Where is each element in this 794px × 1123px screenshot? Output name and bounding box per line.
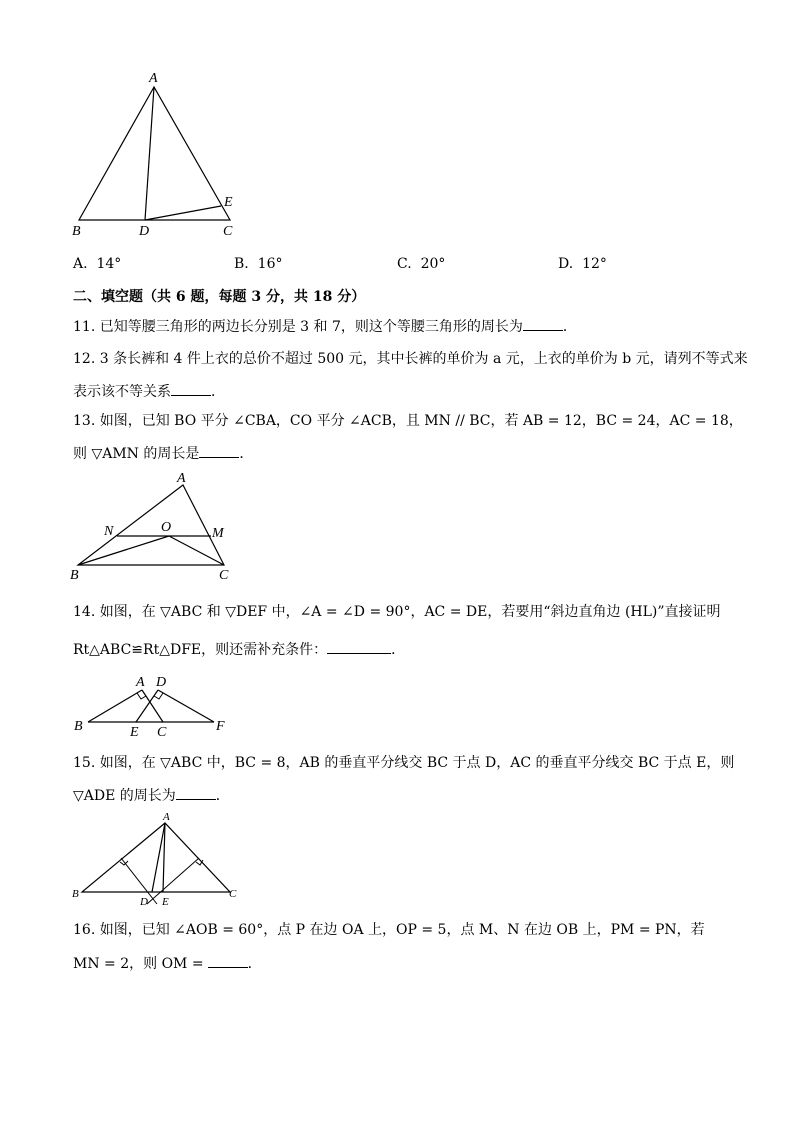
label-A: A bbox=[177, 471, 186, 486]
question-12-line1: 12. 3 条长裤和 4 件上衣的总价不超过 500 元，其中长裤的单价为 a 元，上衣的单价为 b 元，请列不等式来 bbox=[73, 351, 748, 367]
question-13-line2: 则 ▽AMN 的周长是 ． bbox=[73, 443, 253, 464]
figure-q13-triangle bbox=[60, 465, 250, 590]
figure-q10-triangle bbox=[60, 60, 260, 240]
label-M: M bbox=[212, 526, 224, 541]
answer-blank-14[interactable] bbox=[327, 639, 391, 654]
label-C: C bbox=[223, 224, 233, 239]
label-D: D bbox=[140, 896, 148, 908]
label-A: A bbox=[149, 71, 158, 86]
figure-q14-triangles bbox=[70, 668, 240, 738]
answer-blank-11[interactable] bbox=[523, 316, 563, 331]
label-A: A bbox=[163, 811, 170, 823]
label-N: N bbox=[104, 524, 114, 539]
label-C: C bbox=[229, 888, 237, 900]
question-14-line2: Rt△ABC≌Rt△DFE，则还需补充条件： ． bbox=[73, 639, 405, 660]
label-E: E bbox=[162, 896, 169, 908]
question-14-line1: 14. 如图，在 ▽ABC 和 ▽DEF 中，∠A = ∠D = 90°，AC = DE，若要用“斜边直角边 (HL)”直接证明 bbox=[73, 604, 721, 620]
option-c[interactable]: C. 20° bbox=[397, 256, 446, 272]
answer-blank-12[interactable] bbox=[171, 381, 211, 396]
figure-q15-triangle bbox=[65, 808, 245, 908]
option-b[interactable]: B. 16° bbox=[234, 256, 283, 272]
question-15-line1: 15. 如图，在 ▽ABC 中，BC = 8，AB 的垂直平分线交 BC 于点 D，AC 的垂直平分线交 BC 于点 E，则 bbox=[73, 755, 735, 771]
label-A: A bbox=[136, 675, 145, 690]
label-B: B bbox=[72, 888, 79, 900]
label-D: D bbox=[156, 675, 167, 690]
question-16-line2: MN = 2，则 OM = ． bbox=[73, 953, 262, 974]
section-heading: 二、填空题（共 6 题，每题 3 分，共 18 分） bbox=[73, 289, 366, 305]
option-d[interactable]: D. 12° bbox=[558, 256, 607, 272]
label-O: O bbox=[161, 520, 172, 535]
label-C: C bbox=[157, 725, 167, 738]
label-B: B bbox=[74, 719, 83, 734]
label-E: E bbox=[224, 195, 233, 210]
label-C: C bbox=[219, 568, 229, 583]
question-15-line2: ▽ADE 的周长为 ． bbox=[73, 785, 230, 806]
question-11: 11. 已知等腰三角形的两边长分别是 3 和 7，则这个等腰三角形的周长为 ． bbox=[73, 316, 577, 337]
question-12-line2: 表示该不等关系 ． bbox=[73, 381, 225, 402]
label-E: E bbox=[130, 725, 139, 738]
question-16-line1: 16. 如图，已知 ∠AOB = 60°，点 P 在边 OA 上，OP = 5，点 M、N 在边 OB 上，PM = PN，若 bbox=[73, 922, 705, 938]
question-13-line1: 13. 如图，已知 BO 平分 ∠CBA，CO 平分 ∠ACB，且 MN // BC，若 AB = 12，BC = 24，AC = 18， bbox=[73, 413, 743, 429]
label-B: B bbox=[72, 224, 81, 239]
option-a[interactable]: A. 14° bbox=[73, 256, 122, 272]
label-D: D bbox=[139, 224, 150, 239]
label-B: B bbox=[70, 568, 79, 583]
answer-blank-16[interactable] bbox=[208, 953, 248, 968]
answer-blank-15[interactable] bbox=[176, 785, 216, 800]
label-F: F bbox=[216, 719, 225, 734]
answer-blank-13[interactable] bbox=[199, 443, 239, 458]
